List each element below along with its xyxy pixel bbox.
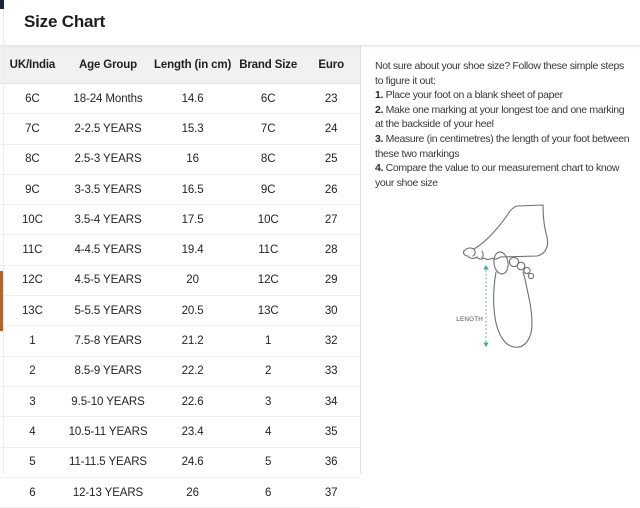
page-edge-divider	[3, 0, 4, 474]
instruction-step: 1. Place your foot on a blank sheet of paper	[375, 89, 563, 102]
table-cell: 11C	[234, 235, 302, 265]
table-cell: 6C	[0, 84, 65, 114]
instruction-step: 4. Compare the value to our measurement chart to know your shoe size	[375, 162, 620, 189]
table-cell: 3-3.5 YEARS	[65, 174, 151, 204]
table-cell: 17.5	[151, 205, 234, 235]
table-cell: 22.2	[151, 356, 234, 386]
length-measure-line	[483, 265, 488, 347]
table-cell: 13C	[234, 296, 302, 326]
table-row	[0, 417, 360, 447]
instruction-steps	[375, 88, 632, 190]
table-cell: 5	[0, 447, 65, 477]
table-cell: 7C	[234, 114, 302, 144]
table-cell: 10C	[234, 205, 302, 235]
table-cell: 10.5-11 YEARS	[65, 417, 151, 447]
instructions-panel	[361, 46, 640, 474]
table-cell: 9C	[234, 174, 302, 204]
table-cell: 2.5-3 YEARS	[65, 144, 151, 174]
table-cell: 6C	[234, 84, 302, 114]
table-cell: 20.5	[151, 296, 234, 326]
table-cell: 9.5-10 YEARS	[65, 386, 151, 416]
table-row	[0, 265, 360, 295]
table-cell: 26	[302, 174, 360, 204]
table-cell: 24.6	[151, 447, 234, 477]
table-cell: 3	[0, 386, 65, 416]
table-cell: 18-24 Months	[65, 84, 151, 114]
table-cell: 20	[151, 265, 234, 295]
table-row	[0, 174, 360, 204]
table-cell: 6	[234, 477, 302, 507]
table-cell: 11-11.5 YEARS	[65, 447, 151, 477]
table-cell: 6	[0, 477, 65, 507]
table-cell: 2	[0, 356, 65, 386]
table-cell: 27	[302, 205, 360, 235]
table-cell: 5-5.5 YEARS	[65, 296, 151, 326]
table-cell: 8C	[234, 144, 302, 174]
table-cell: 15.3	[151, 114, 234, 144]
table-cell: 37	[302, 477, 360, 507]
sizing-instructions	[361, 46, 640, 190]
size-table-pane[interactable]	[0, 46, 361, 499]
step-number: 1.	[375, 89, 384, 102]
table-cell: 2-2.5 YEARS	[65, 114, 151, 144]
table-row	[0, 296, 360, 326]
table-cell: 3.5-4 YEARS	[65, 205, 151, 235]
table-row	[0, 84, 360, 114]
table-cell: 11C	[0, 235, 65, 265]
table-cell: 1	[234, 326, 302, 356]
table-row	[0, 477, 360, 507]
table-cell: 3	[234, 386, 302, 416]
table-cell: 1	[0, 326, 65, 356]
table-cell: 29	[302, 265, 360, 295]
table-cell: 36	[302, 447, 360, 477]
table-cell: 4-4.5 YEARS	[65, 235, 151, 265]
table-row	[0, 235, 360, 265]
size-table	[0, 46, 360, 508]
table-cell: 34	[302, 386, 360, 416]
table-cell: 4.5-5 YEARS	[65, 265, 151, 295]
table-cell: 35	[302, 417, 360, 447]
table-cell: 5	[234, 447, 302, 477]
table-cell: 2	[234, 356, 302, 386]
table-row	[0, 144, 360, 174]
column-header: Brand Size	[234, 46, 302, 84]
table-cell: 13C	[0, 296, 65, 326]
foot-measurement-diagram	[455, 191, 555, 359]
step-number: 3.	[375, 132, 384, 145]
table-cell: 24	[302, 114, 360, 144]
instructions-intro: Not sure about your shoe size? Follow these simple steps to figure it out:	[375, 60, 624, 87]
table-cell: 32	[302, 326, 360, 356]
table-cell: 8C	[0, 144, 65, 174]
table-row	[0, 114, 360, 144]
length-label: LENGTH	[456, 316, 483, 323]
table-row	[0, 326, 360, 356]
table-cell: 12C	[0, 265, 65, 295]
table-cell: 23	[302, 84, 360, 114]
step-number: 2.	[375, 103, 384, 116]
table-cell: 4	[234, 417, 302, 447]
instruction-step: 3. Measure (in centimetres) the length of your foot between these two markings	[375, 132, 630, 160]
table-cell: 22.6	[151, 386, 234, 416]
instruction-step: 2. Make one marking at your longest toe and one marking at the backside of your heel	[375, 103, 625, 131]
table-cell: 12C	[234, 265, 302, 295]
page-title: Size Chart	[24, 12, 106, 31]
table-cell: 25	[302, 144, 360, 174]
table-cell: 16	[151, 144, 234, 174]
size-table-body	[0, 84, 360, 508]
table-row	[0, 386, 360, 416]
table-cell: 7.5-8 YEARS	[65, 326, 151, 356]
modal-body	[0, 46, 640, 499]
table-row	[0, 356, 360, 386]
table-cell: 12-13 YEARS	[65, 477, 151, 507]
table-cell: 7C	[0, 114, 65, 144]
column-header: Euro	[302, 46, 360, 84]
table-cell: 26	[151, 477, 234, 507]
table-cell: 4	[0, 417, 65, 447]
column-header: Age Group	[65, 46, 151, 84]
column-header: UK/India	[0, 46, 65, 84]
footprint-illustration	[493, 251, 534, 347]
table-row	[0, 447, 360, 477]
table-header-row	[0, 46, 360, 84]
table-cell: 8.5-9 YEARS	[65, 356, 151, 386]
table-cell: 14.6	[151, 84, 234, 114]
step-number: 4.	[375, 162, 384, 175]
table-cell: 30	[302, 296, 360, 326]
table-cell: 33	[302, 356, 360, 386]
foot-side-view-illustration	[464, 205, 548, 260]
table-row	[0, 205, 360, 235]
table-cell: 16.5	[151, 174, 234, 204]
page-edge-artifact-orange	[0, 271, 3, 331]
table-cell: 28	[302, 235, 360, 265]
modal-header	[0, 0, 640, 46]
table-cell: 23.4	[151, 417, 234, 447]
page-edge-artifact-navy	[0, 0, 4, 9]
column-header: Length (in cm)	[151, 46, 234, 84]
table-cell: 10C	[0, 205, 65, 235]
table-cell: 9C	[0, 174, 65, 204]
table-cell: 19.4	[151, 235, 234, 265]
table-cell: 21.2	[151, 326, 234, 356]
